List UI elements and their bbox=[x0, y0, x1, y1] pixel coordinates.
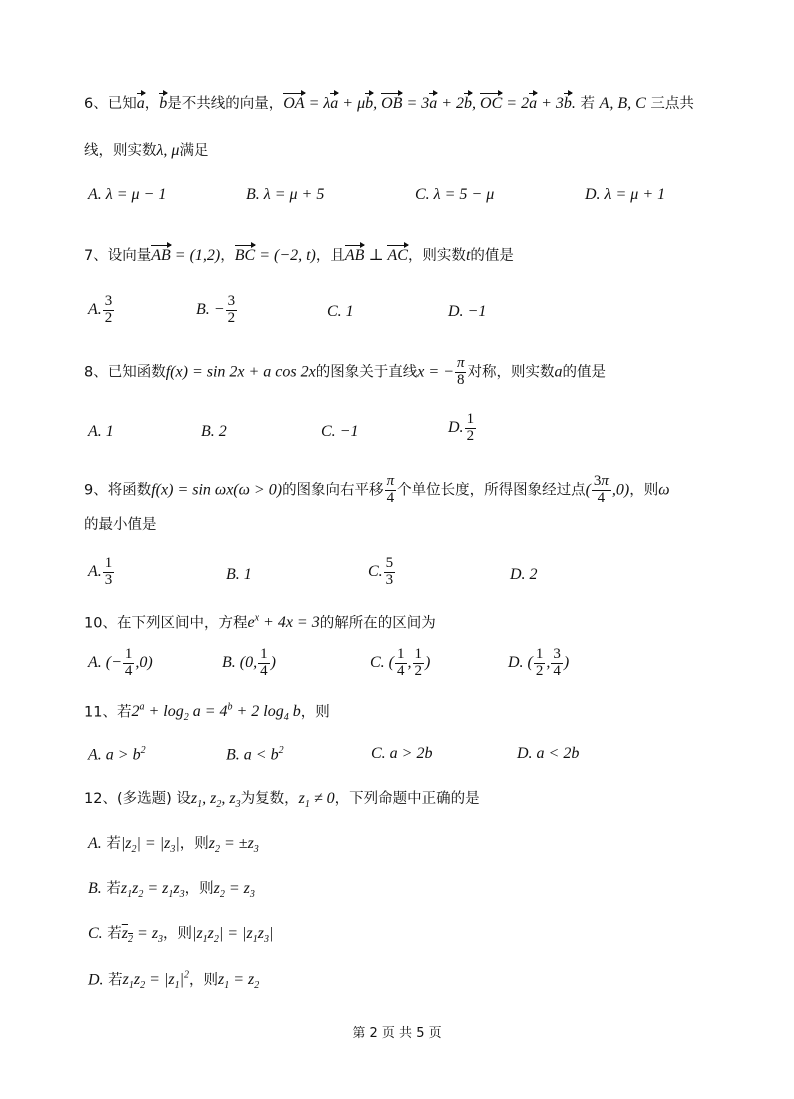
question-10-option-a: A. (− $\frac{1}{4}$ ,0) bbox=[88, 646, 153, 679]
question-6-option-d: D. λ = μ + 1 bbox=[585, 186, 666, 203]
question-7-option-b: B. − $\frac{3}{2}$ bbox=[196, 293, 236, 326]
question-12-option-d: D. 若$z_1z_2 = |z_1|^2$，则$z_1 = z_2$ bbox=[88, 970, 260, 992]
question-11-option-d: D. a < 2b bbox=[517, 745, 580, 762]
question-12-option-c: C. 若$z_2 = z_3$，则$|z_1z_2| = |z_1z_3|$ bbox=[88, 925, 274, 946]
question-9-option-c: C. $\frac{5}{3}$ bbox=[368, 555, 394, 588]
question-7-option-a: A. $\frac{3}{2}$ bbox=[88, 293, 113, 326]
question-7-option-d: D. −1 bbox=[448, 303, 487, 320]
question-7-stem: 7、设向量AB = (1,2)，BC = (−2, t)，且AB ⊥ AC，则实数t的值是 bbox=[84, 247, 514, 264]
question-6-stem-line1: 6、已知a，b是不共线的向量，OA = λa + μb, OB = 3a + 2b, OC = 2a + 3b. 若 A, B, C 三点共 bbox=[84, 95, 694, 112]
question-11-option-b: B. $a < b^2$ bbox=[226, 745, 284, 764]
question-8-option-b: B. 2 bbox=[201, 423, 227, 440]
question-12-option-b: B. 若$z_1z_2 = z_1z_3$，则$z_2 = z_3$ bbox=[88, 880, 255, 901]
question-6-option-a: A. λ = μ − 1 bbox=[88, 186, 167, 203]
question-8-option-a: A. 1 bbox=[88, 423, 114, 440]
question-12-stem: 12、(多选题) 设$z_1$, $z_2$, $z_3$为复数，$z_1 \ne 0$，下列命题中正确的是 bbox=[84, 790, 480, 811]
question-6-stem-line2: 线，则实数λ, μ满足 bbox=[84, 142, 209, 159]
question-10-stem: 10、在下列区间中，方程$e^x + 4x = 3$的解所在的区间为 bbox=[84, 613, 436, 632]
question-9-stem-line1: 9、将函数f(x) = sin ωx(ω > 0)的图象向右平移 $\frac{\pi}{4}$ 个单位长度，所得图象经过点( $\frac{3\pi}{4}$ ,0)，则ω bbox=[84, 473, 670, 506]
question-12-option-a: A. 若$|z_2| = |z_3|$，则$z_2 = \pm z_3$ bbox=[88, 835, 259, 856]
question-9-option-a: A. $\frac{1}{3}$ bbox=[88, 555, 113, 588]
page-footer: 第 2 页 共 5 页 bbox=[352, 1026, 442, 1041]
question-8-option-d: D. $\frac{1}{2}$ bbox=[448, 411, 475, 444]
question-8-stem: 8、已知函数f(x) = sin 2x + a cos 2x的图象关于直线x = − $\frac{\pi}{8}$ 对称，则实数a的值是 bbox=[84, 355, 606, 388]
question-11-option-a: A. $a > b^2$ bbox=[88, 745, 146, 764]
question-11-option-c: C. a > 2b bbox=[371, 745, 433, 762]
question-7-option-c: C. 1 bbox=[327, 303, 354, 320]
question-10-option-d: D. ( $\frac{1}{2}$ , $\frac{3}{4}$ ) bbox=[508, 646, 570, 679]
question-6-option-b: B. λ = μ + 5 bbox=[246, 186, 325, 203]
question-9-stem-line2: 的最小值是 bbox=[84, 517, 157, 533]
question-11-stem: 11、若$2^a + \log_2 a = 4^b + 2$ $\log_4 b$，则 bbox=[84, 702, 330, 724]
question-9-option-d: D. 2 bbox=[510, 566, 538, 583]
question-8-option-c: C. −1 bbox=[321, 423, 359, 440]
question-10-option-c: C. ( $\frac{1}{4}$ , $\frac{1}{2}$ ) bbox=[370, 646, 431, 679]
question-9-option-b: B. 1 bbox=[226, 566, 252, 583]
question-6-option-c: C. λ = 5 − μ bbox=[415, 186, 495, 203]
question-10-option-b: B. (0, $\frac{1}{4}$ ) bbox=[222, 646, 276, 679]
